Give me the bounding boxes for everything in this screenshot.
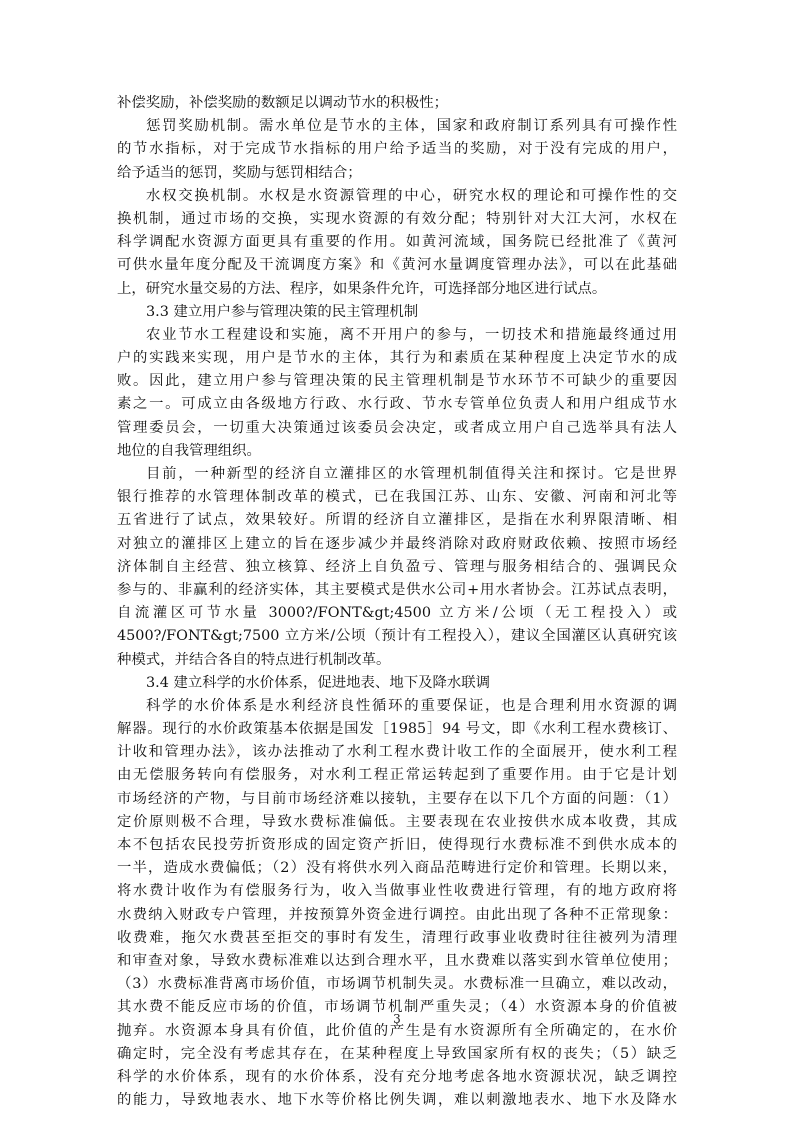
- text-line: 地位的自我管理组织。: [117, 442, 261, 459]
- section-heading: 3.3 建立用户参与管理决策的民主管理机制: [146, 303, 419, 320]
- text-line: 收费难，拖欠水费甚至拒交的事时有发生，清理行政事业收费时往往被列为清理: [117, 929, 677, 946]
- text-line: 科学调配水资源方面更具有重要的作用。如黄河流域，国务院已经批准了《黄河: [117, 234, 677, 251]
- text-line: 银行推荐的水管理体制改革的模式，已在我国江苏、山东、安徽、河南和河北等: [117, 489, 677, 506]
- section-heading: 3.4 建立科学的水价体系，促进地表、地下及降水联调: [146, 674, 491, 691]
- text-line: 自流灌区可节水量 3000?/FONT&gt;4500 立方米/公顷（无工程投入）或: [117, 605, 677, 622]
- document-body: [117, 92, 677, 1112]
- text-line: 水权交换机制。水权是水资源管理的中心，研究水权的理论和可操作性的交: [146, 187, 677, 204]
- text-line: 上，研究水量交易的方法、程序，如果条件允许，可选择部分地区进行试点。: [117, 280, 607, 297]
- text-line: 种模式，并结合各自的特点进行机制改革。: [117, 651, 391, 668]
- text-line: 一半，造成水费偏低；（2）没有将供水列入商品范畴进行定价和管理。长期以来，: [117, 860, 677, 877]
- text-line: 定价原则极不合理，导致水费标准偏低。主要表现在农业按供水成本收费，其成: [117, 813, 677, 830]
- text-line: 济体制自主经营、独立核算、经济上自负盈亏、管理与服务相结合的、强调民众: [117, 558, 677, 575]
- text-line: 其水费不能反应市场的价值，市场调节机制严重失灵；（4）水资源本身的价值被: [117, 999, 677, 1016]
- text-line: 科学的水价体系，现有的水价体系，没有充分地考虑各地水资源状况，缺乏调控: [117, 1068, 677, 1085]
- text-line: 目前，一种新型的经济自立灌排区的水管理机制值得关注和探讨。它是世界: [146, 466, 677, 482]
- text-line: 败。因此，建立用户参与管理决策的民主管理机制是节水环节不可缺少的重要因: [117, 373, 677, 390]
- text-line: 可供水量年度分配及干流调度方案》和《黄河水量调度管理办法》，可以在此基础: [117, 257, 677, 274]
- text-line: 将水费计收作为有偿服务行为，收入当做事业性收费进行管理，有的地方政府将: [117, 883, 677, 900]
- text-line: 由无偿服务转向有偿服务，对水利工程正常运转起到了重要作用。由于它是计划: [117, 767, 677, 784]
- text-line: 管理委员会，一切重大决策通过该委员会决定，或者成立用户自己选举具有法人: [117, 419, 677, 436]
- text-line: 的能力，导致地表水、地下水等价格比例失调，难以刺激地表水、地下水及降水: [117, 1092, 677, 1109]
- text-line: 市场经济的产物，与目前市场经济难以接轨，主要存在以下几个方面的问题：（1）: [117, 790, 677, 807]
- text-line: （3）水费标准背离市场价值，市场调节机制失灵。水费标准一旦确立，难以改动，: [117, 976, 677, 993]
- text-line: 补偿奖励，补偿奖励的数额足以调动节水的积极性；: [117, 95, 448, 111]
- text-line: 4500?/FONT&gt;7500 立方米/公顷（预计有工程投入），建议全国灌区认真研究该: [117, 628, 677, 645]
- text-line: 换机制，通过市场的交换，实现水资源的有效分配；特别针对大江大河，水权在: [117, 210, 677, 227]
- text-line: 参与的、非赢利的经济实体，其主要模式是供水公司+用水者协会。江苏试点表明，: [117, 581, 677, 598]
- text-line: 解器。现行的水价政策基本依据是国发［1985］94 号文，即《水利工程水费核订、: [117, 721, 677, 738]
- text-line: 五省进行了试点，效果较好。所谓的经济自立灌排区，是指在水利界限清晰、相: [117, 512, 677, 529]
- text-line: 惩罚奖励机制。需水单位是节水的主体，国家和政府制订系列具有可操作性: [146, 118, 677, 135]
- text-line: 的节水指标，对于完成节水指标的用户给予适当的奖励，对于没有完成的用户，: [117, 141, 677, 158]
- text-line: 户的实践来实现，用户是节水的主体，其行为和素质在某种程度上决定节水的成: [117, 350, 677, 367]
- text-line: 科学的水价体系是水利经济良性循环的重要保证，也是合理利用水资源的调: [146, 697, 677, 714]
- text-line: 给予适当的惩罚，奖励与惩罚相结合；: [117, 164, 362, 181]
- text-line: 对独立的灌排区上建立的旨在逐步减少并最终消除对政府财政依赖、按照市场经: [117, 535, 677, 552]
- text-line: 计收和管理办法》，该办法推动了水利工程水费计收工作的全面展开，使水利工程: [117, 744, 677, 761]
- text-line: 农业节水工程建设和实施，离不开用户的参与，一切技术和措施最终通过用: [146, 326, 677, 343]
- text-line: 本不包括农民投劳折资形成的固定资产折旧，使得现行水费标准不到供水成本的: [117, 837, 677, 853]
- page-number: 3: [393, 1012, 401, 1026]
- text-line: 水费纳入财政专户管理，并按预算外资金进行调控。由此出现了各种不正常现象：: [117, 906, 677, 923]
- text-line: 抛弃。水资源本身具有价值，此价值的产生是有水资源所有全所确定的，在水价: [117, 1022, 677, 1039]
- text-line: 和审查对象，导致水费标准难以达到合理水平，且水费难以落实到水管单位使用；: [117, 952, 677, 969]
- text-line: 素之一。可成立由各级地方行政、水行政、节水专管单位负责人和用户组成节水: [117, 396, 677, 413]
- text-line: 确定时，完全没有考虑其存在，在某种程度上导致国家所有权的丧失；（5）缺乏: [117, 1045, 677, 1062]
